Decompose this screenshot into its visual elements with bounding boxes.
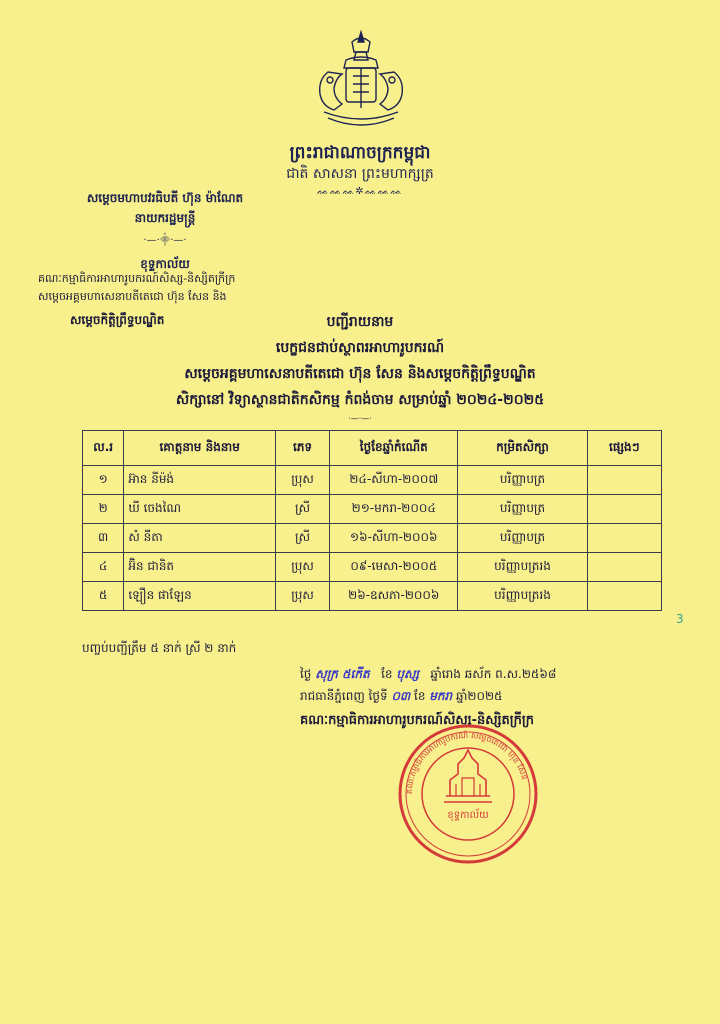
cell-other <box>587 466 661 495</box>
table-row <box>83 524 662 553</box>
cell-level: បរិញ្ញាបត្ររង <box>458 553 587 582</box>
date-month-label: ខែ <box>414 689 426 703</box>
cell-no: ៤ <box>83 553 124 582</box>
scholarship-sponsor-line-2: សម្ដេចកិត្តិព្រឹទ្ធបណ្ឌិត <box>70 313 165 327</box>
cell-dob: ២៤-សីហា-២០០៧ <box>330 466 458 495</box>
cell-no: ៥ <box>83 582 124 611</box>
date-month: មករា <box>429 689 453 703</box>
title-ornament: ·—·—· <box>348 414 372 423</box>
cell-level: បរិញ្ញាបត្ររង <box>458 582 587 611</box>
header-dob: ថ្ងៃខែឆ្នាំកំណើត <box>330 431 458 466</box>
table-row <box>83 553 662 582</box>
prime-minister-title: នាយករដ្ឋមន្ត្រី <box>134 211 196 225</box>
table-row <box>83 466 662 495</box>
candidate-table <box>82 430 662 611</box>
table-header-row <box>83 431 662 466</box>
document-subtitle-institute: សិក្សានៅ វិទ្យាស្ថានជាតិកសិកម្ម កំពង់ចាម សម្រាប់ឆ្នាំ ២០២៤-២០២៥ <box>175 392 545 408</box>
cell-no: ៣ <box>83 524 124 553</box>
lunar-year: ឆ្នាំរោង ឆស័ក ព.ស.២៥៦៨ <box>430 667 557 681</box>
header-level: កម្រិតសិក្សា <box>458 431 587 466</box>
document-title: បញ្ជីរាយនាម <box>326 314 394 330</box>
cell-level: បរិញ្ញាបត្រ <box>458 524 587 553</box>
cell-sex: ស្រី <box>276 495 330 524</box>
cell-dob: ២១-មករា-២០០៤ <box>330 495 458 524</box>
lunar-date-line <box>300 666 680 684</box>
cell-name: ឃី ចេងណៃ <box>124 495 276 524</box>
header-no: ល.រ <box>83 431 124 466</box>
lunar-day-handwritten: សុក្រ ៥កើត <box>315 667 370 681</box>
date-prefix: រាជធានីភ្នំពេញ ថ្ងៃទី <box>300 689 388 703</box>
cell-sex: ប្រុស <box>276 553 330 582</box>
header-flourish: ᨐᨐᨐ✲ᨐᨐᨐ <box>317 186 403 197</box>
cell-dob: ២៦-ឧសភា-២០០៦ <box>330 582 458 611</box>
committee-line: គណៈកម្មាធិការអាហារូបករណ៍សិស្ស-និស្សិតក្រីក្រ <box>38 272 236 285</box>
cell-no: ១ <box>83 466 124 495</box>
list-summary: បញ្ចប់បញ្ជីត្រឹម ៥ នាក់ ស្រី ២ នាក់ <box>82 641 237 655</box>
cell-sex: ប្រុស <box>276 466 330 495</box>
kingdom-heading: ព្រះរាជាណាចក្រកម្ពុជា <box>289 143 431 163</box>
lunar-prefix: ថ្ងៃ <box>300 667 312 681</box>
cell-level: បរិញ្ញាបត្រ <box>458 495 587 524</box>
cell-name: អ៊ិន ជានិត <box>124 553 276 582</box>
lunar-month-handwritten: បុស្ស <box>396 667 419 681</box>
margin-mark: 3 <box>676 612 684 626</box>
cell-dob: ១៦-សីហា-២០០៦ <box>330 524 458 553</box>
cell-sex: ប្រុស <box>276 582 330 611</box>
signing-committee: គណៈកម្មាធិការអាហារូបករណ៍សិស្ស-និស្សិតក្រីក្រ <box>300 713 535 728</box>
header-other: ផ្សេងៗ <box>587 431 661 466</box>
seal-ring-text: គណៈកម្មាធិការអាហារូបករណ៍ សម្ដេចតេជោ ហ៊ុន សែន <box>404 730 530 795</box>
cell-dob: ០៩-មេសា-២០០៥ <box>330 553 458 582</box>
header-name: គោត្តនាម និងនាម <box>124 431 276 466</box>
table-row <box>83 582 662 611</box>
cell-name: អ៊ាន នីម៉ង់ <box>124 466 276 495</box>
header-sex: ភេទ <box>276 431 330 466</box>
official-seal-icon <box>396 722 540 866</box>
seal-inner-text: ខុទ្ទកាល័យ <box>447 810 489 821</box>
date-day: ០៣ <box>391 689 411 703</box>
cell-other <box>587 553 661 582</box>
scholarship-sponsor-line: សម្ដេចអគ្គមហាសេនាបតីតេជោ ហ៊ុន សែន និង <box>38 290 227 303</box>
cell-other <box>587 582 661 611</box>
gregorian-date-line <box>300 688 680 706</box>
cell-sex: ស្រី <box>276 524 330 553</box>
national-motto: ជាតិ សាសនា ព្រះមហាក្សត្រ <box>286 166 434 182</box>
cell-other <box>587 495 661 524</box>
table-row <box>83 495 662 524</box>
cell-name: ឡឿន ផាឡែន <box>124 582 276 611</box>
cell-other <box>587 524 661 553</box>
prime-minister-name: សម្ដេចមហាបវរធិបតី ហ៊ុន ម៉ាណែត <box>86 191 244 205</box>
cabinet-label: ខុទ្ទកាល័យ <box>140 257 190 271</box>
document-subtitle-sponsor: សម្ដេចអគ្គមហាសេនាបតីតេជោ ហ៊ុន សែន និងសម្ដេចកិត្តិព្រឹទ្ធបណ្ឌិត <box>184 366 536 382</box>
left-ornament: ·—·⸎·—· <box>143 235 187 246</box>
cell-name: សំ នីតា <box>124 524 276 553</box>
cell-no: ២ <box>83 495 124 524</box>
lunar-month-label: ខែ <box>381 667 393 681</box>
document-subtitle: បេក្ខជនជាប់ស្ថាពរអាហារូបករណ៍ <box>275 340 445 356</box>
date-year: ឆ្នាំ២០២៥ <box>455 689 503 703</box>
royal-emblem-icon <box>306 28 416 138</box>
cell-level: បរិញ្ញាបត្រ <box>458 466 587 495</box>
